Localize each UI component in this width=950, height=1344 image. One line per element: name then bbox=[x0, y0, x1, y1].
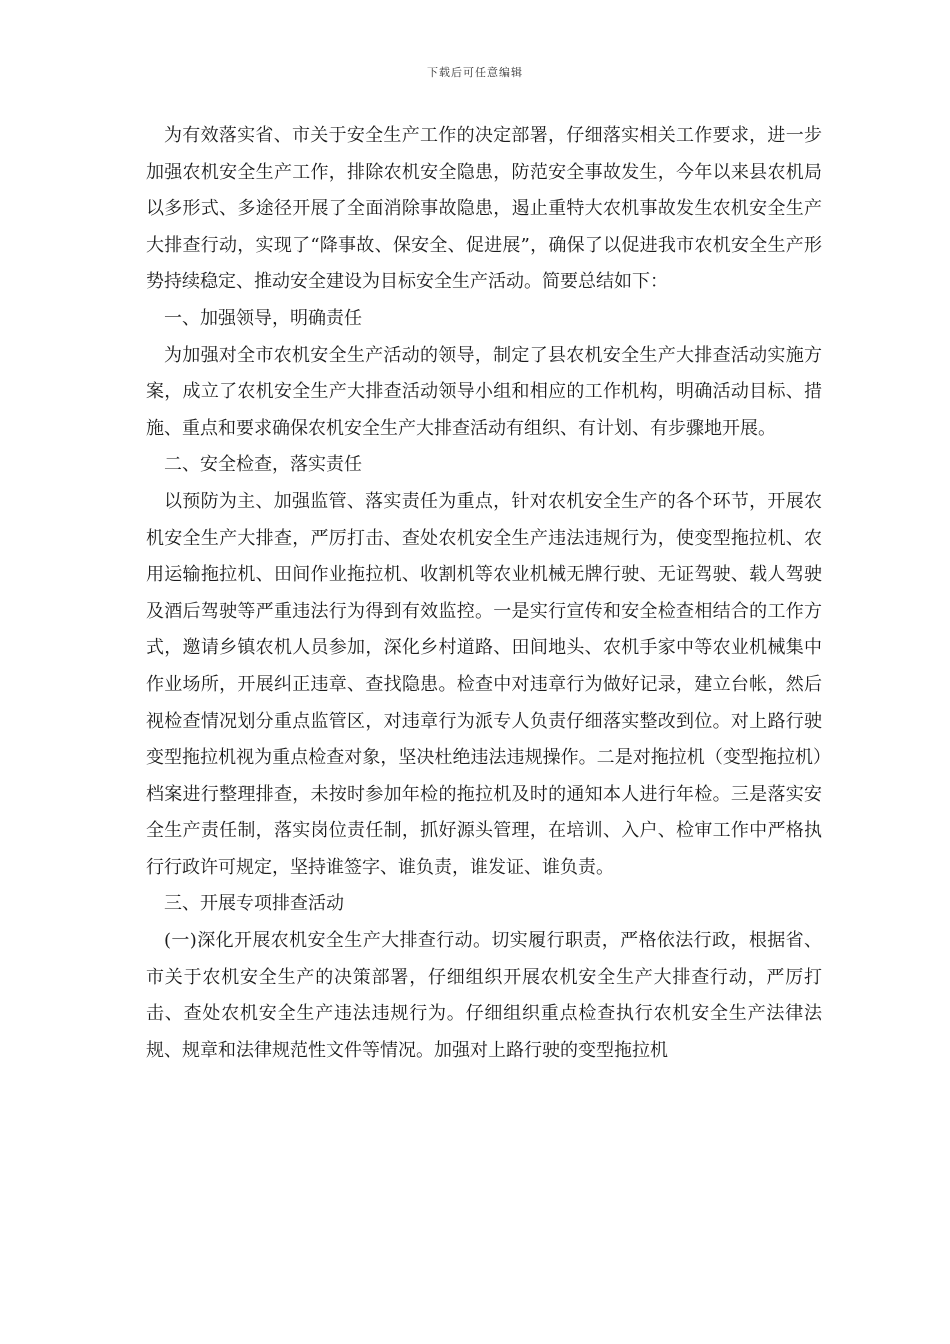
page-header-note: 下载后可任意编辑 bbox=[427, 66, 523, 79]
section-heading-3: 三、开展专项排查活动 bbox=[164, 893, 344, 915]
intro-paragraph: 为有效落实省、市关于安全生产工作的决定部署，仔细落实相关工作要求，进一步加强农机安全生产工作，排除农机安全隐患，防范安全事故发生，今年以来县农机局以多形式、多途径开展了全面消除事故隐患，遏止重特大农机事故发生农机安全生产大排查行动，实现了“降事故、保安全、促进展”，确保了以促进我市农机安全生产形势持续稳定、推动安全建设为目标安全生产活动。简要总结如下： bbox=[146, 125, 822, 293]
section-body-2: 以预防为主、加强监管、落实责任为重点，针对农机安全生产的各个环节，开展农机安全生产大排查，严厉打击、查处农机安全生产违法违规行为，使变型拖拉机、农用运输拖拉机、田间作业拖拉机、收割机等农业机械无牌行驶、无证驾驶、载人驾驶及酒后驾驶等严重违法行为得到有效监控。一是实行宣传和安全检查相结合的工作方式，邀请乡镇农机人员参加，深化乡村道路、田间地头、农机手家中等农业机械集中作业场所，开展纠正违章、查找隐患。检查中对违章行为做好记录，建立台帐，然后视检查情况划分重点监管区，对违章行为派专人负责仔细落实整改到位。对上路行驶变型拖拉机视为重点检查对象，坚决杜绝违法违规操作。二是对拖拉机（变型拖拉机）档案进行整理排查，未按时参加年检的拖拉机及时的通知本人进行年检。三是落实安全生产责任制，落实岗位责任制，抓好源头管理，在培训、入户、检审工作中严格执行行政许可规定，坚持谁签字、谁负责，谁发证、谁负责。 bbox=[146, 490, 822, 878]
section-body-3: (一)深化开展农机安全生产大排查行动。切实履行职责，严格依法行政，根据省、市关于农机安全生产的决策部署，仔细组织开展农机安全生产大排查行动，严厉打击、查处农机安全生产违法违规行为。仔细组织重点检查执行农机安全生产法律法规、规章和法律规范性文件等情况。加强对上路行驶的变型拖拉机 bbox=[146, 930, 822, 1061]
section-heading-2: 二、安全检查，落实责任 bbox=[164, 454, 362, 476]
section-heading-1: 一、加强领导，明确责任 bbox=[164, 307, 362, 329]
document-body bbox=[146, 118, 822, 1069]
section-body-1: 为加强对全市农机安全生产活动的领导，制定了县农机安全生产大排查活动实施方案，成立了农机安全生产大排查活动领导小组和相应的工作机构，明确活动目标、措施、重点和要求确保农机安全生产大排查活动有组织、有计划、有步骤地开展。 bbox=[146, 344, 822, 439]
